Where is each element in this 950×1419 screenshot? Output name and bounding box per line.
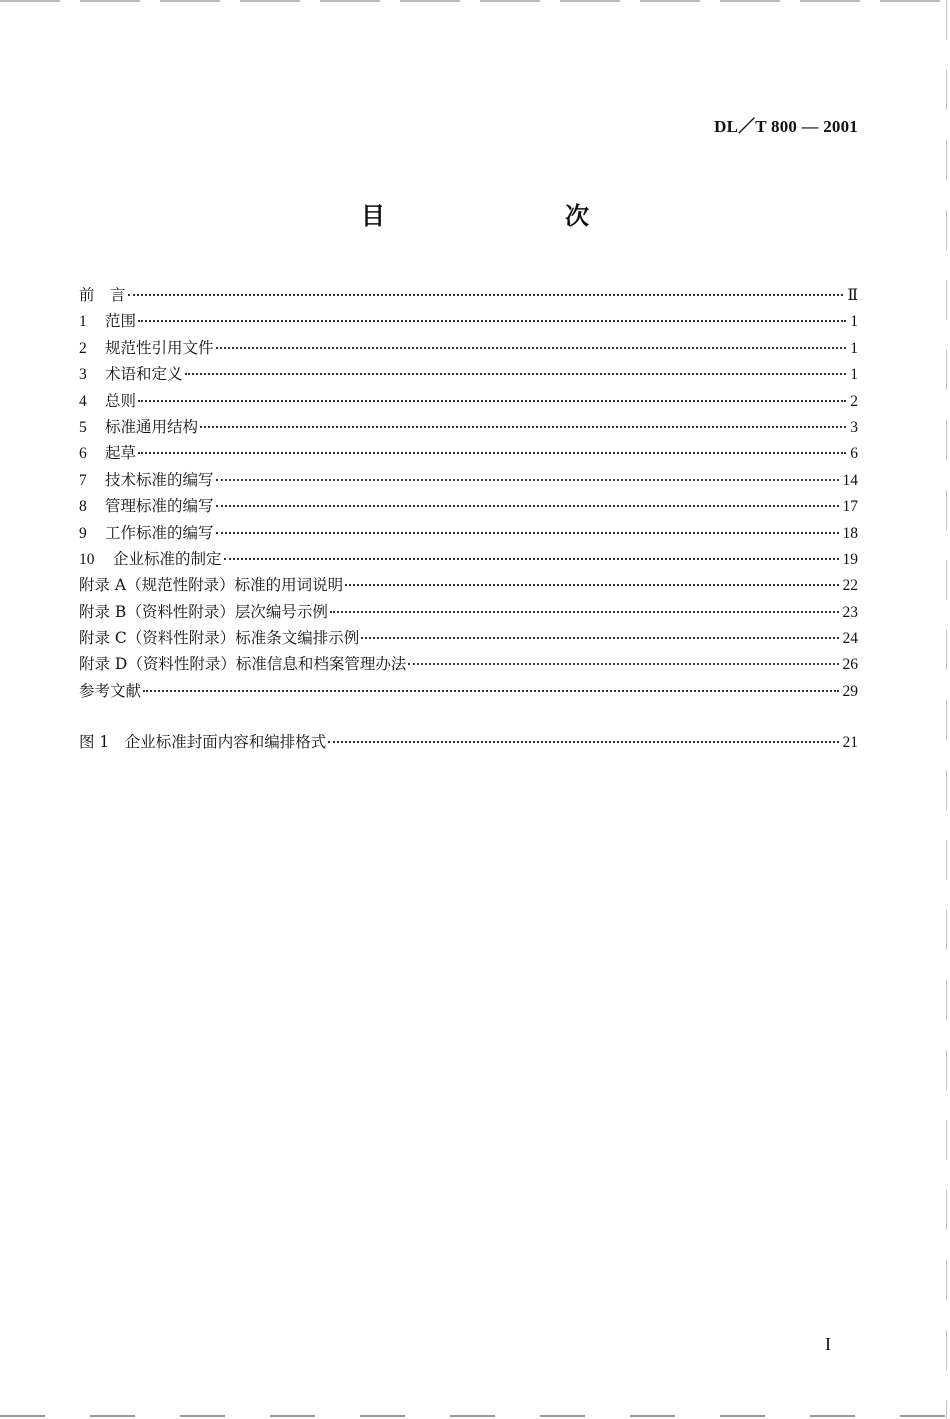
toc-entry-label: 起草 bbox=[105, 444, 137, 463]
dot-leader bbox=[128, 292, 844, 296]
toc-entry-enterprise-standards[interactable] bbox=[79, 546, 858, 572]
toc-entry-number: 4 bbox=[79, 392, 87, 410]
toc-entry-label: 企业标准的制定 bbox=[113, 549, 222, 568]
toc-list bbox=[79, 282, 858, 704]
toc-entry-label: 附录 D（资料性附录）标准信息和档案管理办法 bbox=[79, 655, 407, 674]
toc-entry-technical-standards[interactable] bbox=[79, 467, 858, 493]
toc-entry-annex-b[interactable] bbox=[79, 599, 858, 625]
toc-entry-page: 17 bbox=[842, 498, 858, 516]
dot-leader bbox=[216, 503, 839, 507]
toc-entry-label: 技术标准的编写 bbox=[105, 470, 214, 489]
toc-entry-page: 2 bbox=[850, 392, 858, 410]
toc-entry-page: 3 bbox=[850, 418, 858, 436]
toc-entry-scope[interactable] bbox=[79, 308, 858, 334]
toc-entry-page: 22 bbox=[842, 577, 858, 595]
toc-entry-label: 前 言 bbox=[79, 286, 126, 304]
toc-entry-page: 29 bbox=[842, 682, 858, 700]
scan-edge-bottom bbox=[0, 1415, 950, 1417]
toc-entry-page: Ⅱ bbox=[847, 287, 858, 304]
toc-entry-label: 规范性引用文件 bbox=[105, 338, 214, 357]
toc-entry-page: 6 bbox=[850, 445, 858, 463]
toc-entry-page: 1 bbox=[850, 339, 858, 357]
toc-entry-label: 标准通用结构 bbox=[105, 417, 199, 436]
toc-entry-general[interactable] bbox=[79, 388, 858, 414]
toc-entry-preface[interactable] bbox=[79, 282, 858, 308]
toc-entry-number: 5 bbox=[79, 418, 87, 436]
dot-leader bbox=[216, 530, 839, 534]
toc-entry-page: 24 bbox=[842, 630, 858, 648]
toc-entry-label: 范围 bbox=[105, 312, 137, 331]
toc-entry-number: 3 bbox=[79, 366, 87, 384]
dot-leader bbox=[330, 609, 839, 613]
toc-entry-number: 1 bbox=[79, 313, 87, 331]
dot-leader bbox=[328, 739, 838, 743]
toc-entry-page: 23 bbox=[842, 603, 858, 621]
document-code: DL／T 800 — 2001 bbox=[714, 117, 858, 136]
toc-entry-bibliography[interactable] bbox=[79, 678, 858, 704]
dot-leader bbox=[216, 345, 847, 349]
toc-entry-drafting[interactable] bbox=[79, 440, 858, 466]
toc-entry-number: 8 bbox=[79, 498, 87, 516]
toc-entry-label: 附录 C（资料性附录）标准条文编排示例 bbox=[79, 629, 360, 648]
toc-title: 目 次 bbox=[361, 202, 667, 230]
dot-leader bbox=[216, 477, 839, 481]
toc-entry-page: 26 bbox=[842, 656, 858, 674]
toc-entry-number: 9 bbox=[79, 524, 87, 542]
toc-entry-page: 18 bbox=[842, 524, 858, 542]
toc-entry-management-standards[interactable] bbox=[79, 493, 858, 519]
toc-entry-label: 术语和定义 bbox=[105, 365, 183, 384]
toc-entry-label: 工作标准的编写 bbox=[105, 523, 214, 542]
toc-entry-label: 附录 B（资料性附录）层次编号示例 bbox=[79, 602, 328, 621]
toc-entry-label: 总则 bbox=[105, 391, 137, 410]
toc-entry-label: 附录 A（规范性附录）标准的用词说明 bbox=[79, 576, 344, 595]
toc-entry-normative-references[interactable] bbox=[79, 335, 858, 361]
figure-entry-page: 21 bbox=[842, 734, 858, 751]
dot-leader bbox=[138, 398, 846, 402]
figure-list bbox=[79, 729, 858, 755]
toc-entry-number: 10 bbox=[79, 550, 95, 568]
toc-entry-label: 参考文献 bbox=[79, 681, 142, 700]
toc-entry-annex-d[interactable] bbox=[79, 651, 858, 677]
toc-entry-structure[interactable] bbox=[79, 414, 858, 440]
toc-entry-number: 2 bbox=[79, 339, 87, 357]
page-number: I bbox=[825, 1334, 831, 1354]
toc-entry-number: 6 bbox=[79, 445, 87, 463]
dot-leader bbox=[408, 661, 838, 665]
figure-entry-1[interactable] bbox=[79, 729, 858, 755]
toc-entry-page: 1 bbox=[850, 366, 858, 384]
toc-entry-work-standards[interactable] bbox=[79, 520, 858, 546]
toc-entry-page: 1 bbox=[850, 313, 858, 331]
toc-entry-terms[interactable] bbox=[79, 361, 858, 387]
dot-leader bbox=[138, 318, 846, 322]
toc-entry-number: 7 bbox=[79, 471, 87, 489]
toc-entry-page: 19 bbox=[842, 550, 858, 568]
dot-leader bbox=[361, 635, 838, 639]
figure-entry-label: 图 1 企业标准封面内容和编排格式 bbox=[79, 733, 327, 751]
toc-entry-label: 管理标准的编写 bbox=[105, 497, 214, 516]
dot-leader bbox=[345, 582, 838, 586]
toc-entry-page: 14 bbox=[842, 471, 858, 489]
dot-leader bbox=[185, 371, 847, 375]
dot-leader bbox=[138, 450, 846, 454]
dot-leader bbox=[224, 556, 839, 560]
dot-leader bbox=[143, 688, 838, 692]
toc-entry-annex-c[interactable] bbox=[79, 625, 858, 651]
dot-leader bbox=[200, 424, 846, 428]
scan-edge-top bbox=[0, 0, 950, 2]
toc-entry-annex-a[interactable] bbox=[79, 572, 858, 598]
